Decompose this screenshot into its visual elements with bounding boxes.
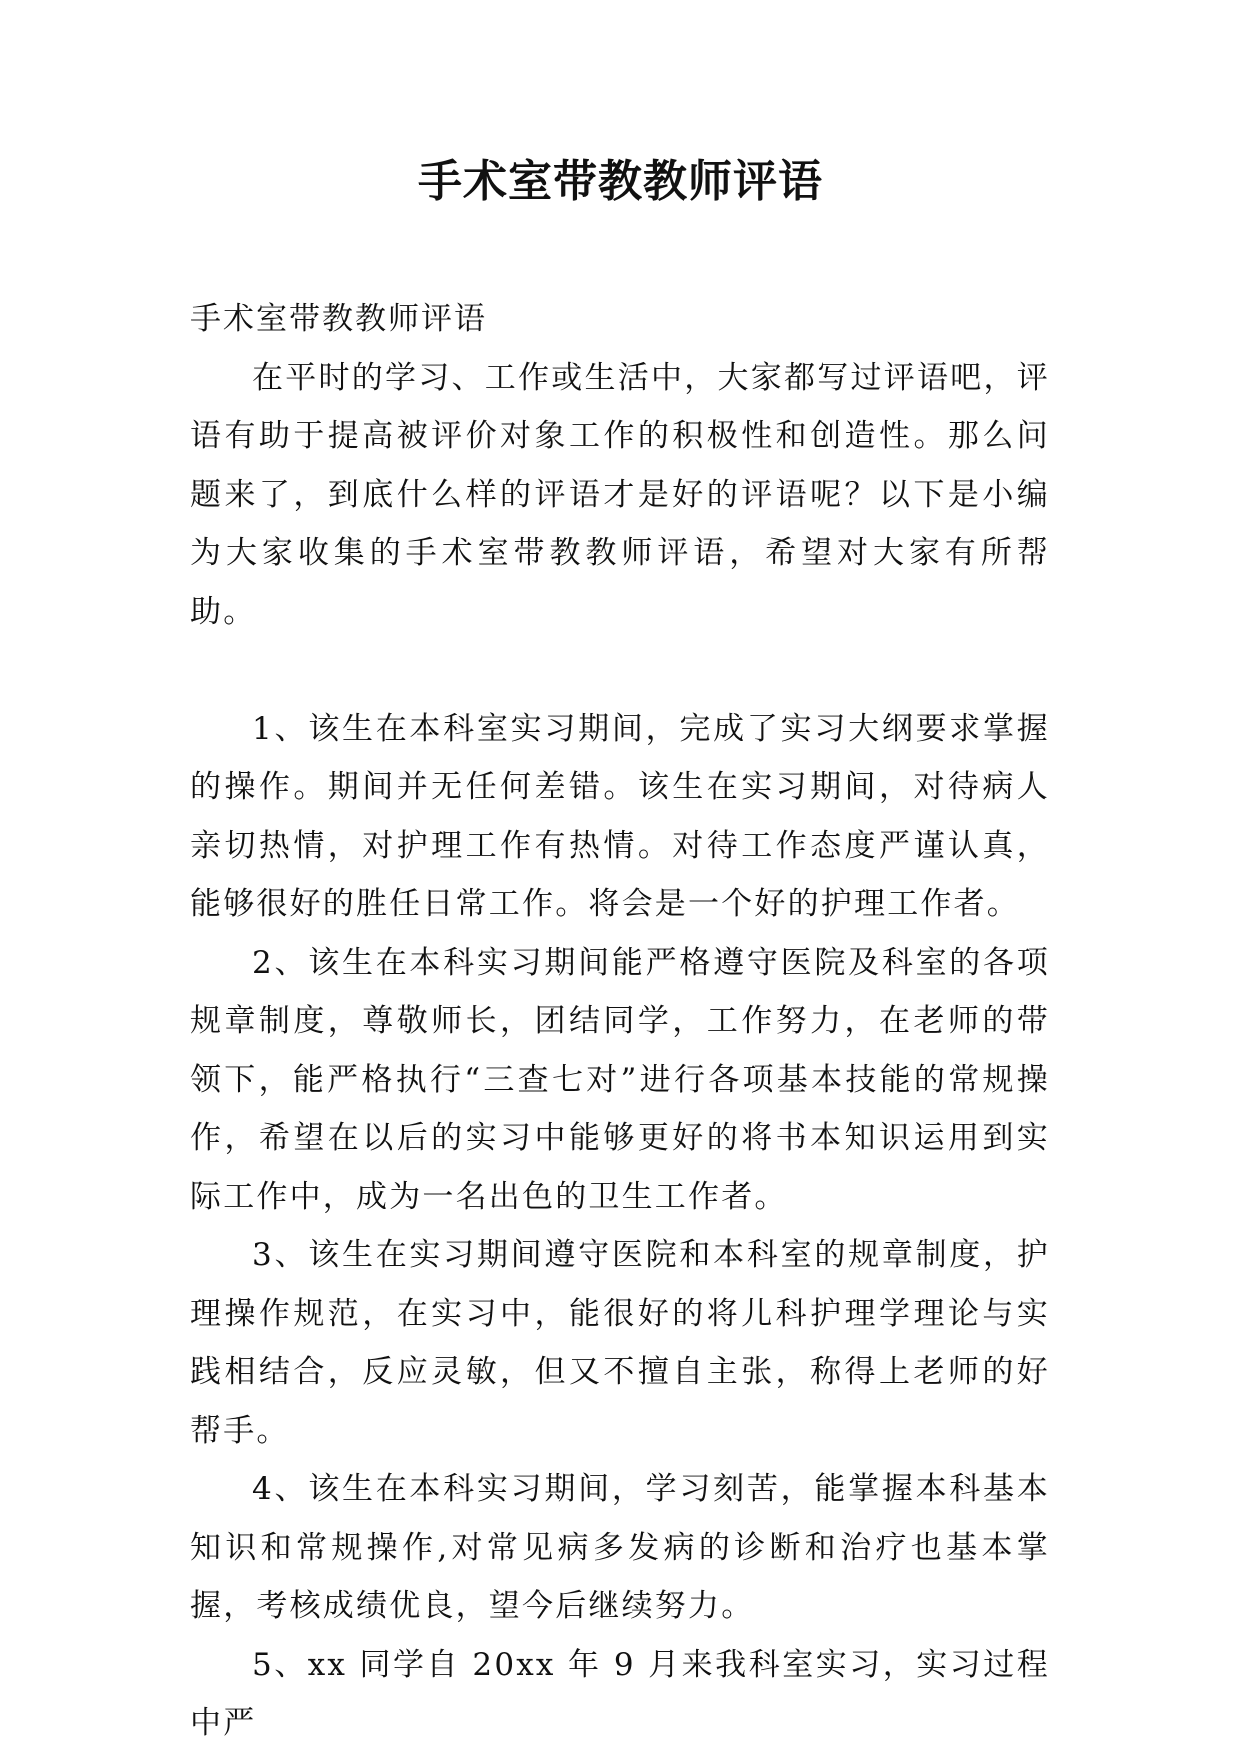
document-title: 手术室带教教师评语	[418, 156, 823, 207]
document-body	[190, 290, 1050, 1753]
comment-item-5: 5、xx 同学自 20xx 年 9 月来我科室实习，实习过程中严	[190, 1646, 1050, 1741]
paragraph-spacer	[190, 641, 1050, 700]
comment-item-2: 2、该生在本科实习期间能严格遵守医院及科室的各项规章制度，尊敬师长，团结同学，工作努力，在老师的带领下，能严格执行“三查七对”进行各项基本技能的常规操作，希望在以后的实习中能够更好的将书本知识运用到实际工作中，成为一名出色的卫生工作者。	[190, 944, 1050, 1215]
comment-item-4: 4、该生在本科实习期间，学习刻苦，能掌握本科基本知识和常规操作,对常见病多发病的诊断和治疗也基本掌握，考核成绩优良，望今后继续努力。	[190, 1471, 1050, 1624]
document-subtitle: 手术室带教教师评语	[190, 301, 487, 337]
intro-paragraph: 在平时的学习、工作或生活中，大家都写过评语吧，评语有助于提高被评价对象工作的积极性和创造性。那么问题来了，到底什么样的评语才是好的评语呢？以下是小编为大家收集的手术室带教教师评语，希望对大家有所帮助。	[190, 359, 1050, 630]
comment-item-1: 1、该生在本科室实习期间，完成了实习大纲要求掌握的操作。期间并无任何差错。该生在实习期间，对待病人亲切热情，对护理工作有热情。对待工作态度严谨认真，能够很好的胜任日常工作。将会是一个好的护理工作者。	[190, 710, 1050, 922]
comment-item-3: 3、该生在实习期间遵守医院和本科室的规章制度，护理操作规范，在实习中，能很好的将儿科护理学理论与实践相结合，反应灵敏，但又不擅自主张，称得上老师的好帮手。	[190, 1237, 1050, 1449]
